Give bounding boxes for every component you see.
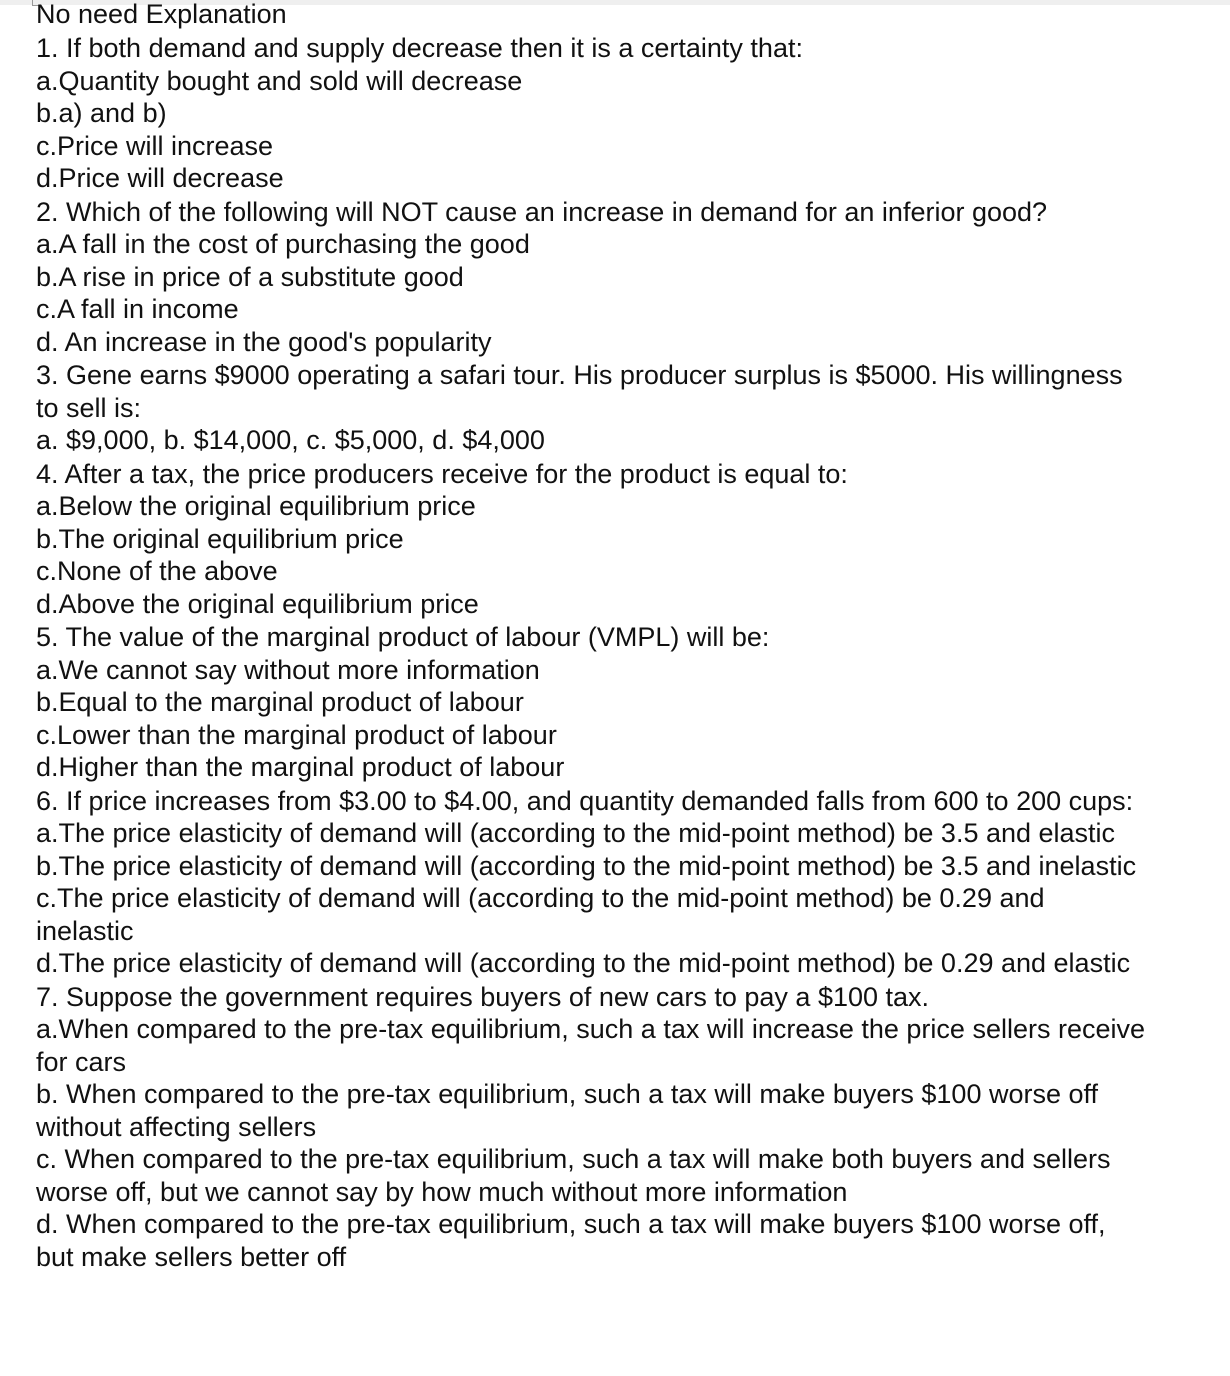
question-4-text: 4. After a tax, the price producers receive for the product is equal to:	[36, 458, 848, 489]
question-2-text: 2. Which of the following will NOT cause an increase in demand for an inferior good?	[36, 196, 1048, 227]
question-6-option-d: d.The price elasticity of demand will (according to the mid-point method) be 0.29 and elastic	[36, 948, 1131, 978]
question-3-options: a. $9,000, b. $14,000, c. $5,000, d. $4,000	[36, 425, 545, 455]
question-5-option-a: a.We cannot say without more information	[36, 654, 540, 685]
question-1-option-d: d.Price will decrease	[36, 163, 284, 193]
question-2-option-c: c.A fall in income	[36, 294, 239, 324]
question-6-option-b: b.The price elasticity of demand will (according to the mid-point method) be 3.5 and inelastic	[36, 850, 1137, 881]
question-2-option-b: b.A rise in price of a substitute good	[36, 261, 464, 292]
question-7-option-d: d. When compared to the pre-tax equilibrium, such a tax will make buyers $100 worse off, but make sellers better off	[36, 1209, 1114, 1272]
question-5-option-b: b.Equal to the marginal product of labour	[36, 687, 524, 717]
question-5-option-d: d.Higher than the marginal product of labour	[36, 752, 565, 782]
question-1-option-c: c.Price will increase	[36, 130, 274, 161]
question-6-option-a: a.The price elasticity of demand will (according to the mid-point method) be 3.5 and elastic	[36, 818, 1116, 848]
question-6-text: 6. If price increases from $3.00 to $4.00, and quantity demanded falls from 600 to 200 cups:	[36, 785, 1134, 816]
question-5-option-c: c.Lower than the marginal product of labour	[36, 719, 557, 750]
question-5-text: 5. The value of the marginal product of labour (VMPL) will be:	[36, 622, 770, 652]
question-6-option-c: c.The price elasticity of demand will (according to the mid-point method) be 0.29 and inelastic	[36, 883, 1053, 946]
header-note: No need Explanation	[36, 0, 287, 29]
question-4-option-b: b.The original equilibrium price	[36, 523, 404, 554]
question-7-option-c: c. When compared to the pre-tax equilibrium, such a tax will make both buyers and sellers worse off, but we cannot say by how much without more information	[36, 1144, 1119, 1207]
question-4-option-c: c.None of the above	[36, 556, 278, 586]
question-7-option-b: b. When compared to the pre-tax equilibrium, such a tax will make buyers $100 worse off without affecting sellers	[36, 1079, 1106, 1142]
question-1-text: 1. If both demand and supply decrease then it is a certainty that:	[36, 33, 803, 63]
question-7-text: 7. Suppose the government requires buyers of new cars to pay a $100 tax.	[36, 981, 930, 1012]
question-4-option-a: a.Below the original equilibrium price	[36, 491, 476, 521]
question-1-option-a: a.Quantity bought and sold will decrease	[36, 65, 523, 96]
question-2-option-d: d. An increase in the good's popularity	[36, 326, 492, 357]
document-body	[36, 0, 1216, 1273]
question-2-option-a: a.A fall in the cost of purchasing the good	[36, 229, 530, 259]
question-7-option-a: a.When compared to the pre-tax equilibrium, such a tax will increase the price sellers receive for cars	[36, 1014, 1153, 1077]
question-4-option-d: d.Above the original equilibrium price	[36, 588, 479, 619]
question-3-text: 3. Gene earns $9000 operating a safari tour. His producer surplus is $5000. His willingness to sell is:	[36, 360, 1131, 423]
question-1-option-b: b.a) and b)	[36, 98, 167, 128]
